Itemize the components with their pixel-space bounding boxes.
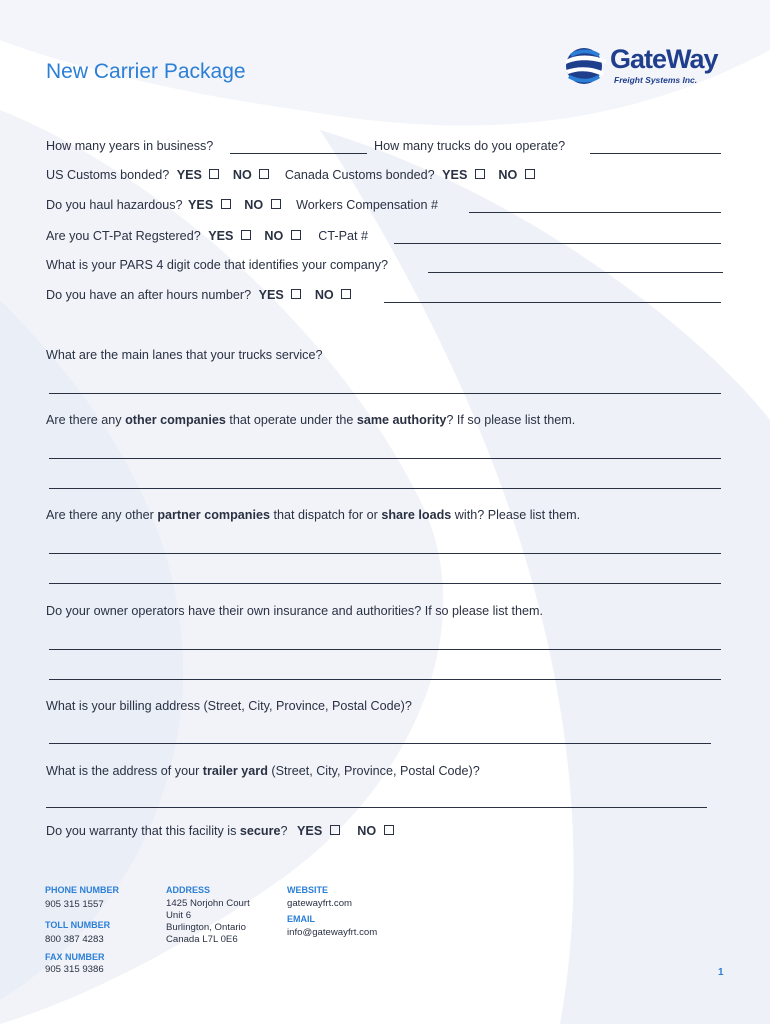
- partner-text: that dispatch for or: [270, 508, 382, 522]
- partner-text: Are there any other: [46, 508, 158, 522]
- secure-emphasis: secure: [239, 824, 281, 838]
- address-line4: Canada L7L 0E6: [166, 934, 238, 945]
- email-link[interactable]: info@gatewayfrt.com: [287, 927, 378, 938]
- us-customs-label: US Customs bonded?: [46, 168, 170, 182]
- toll-number: 800 387 4283: [45, 934, 104, 945]
- no-label: NO: [357, 824, 377, 838]
- logo-tagline: Freight Systems Inc.: [614, 75, 698, 85]
- workers-comp-field[interactable]: [469, 212, 721, 213]
- fax-label: FAX NUMBER: [45, 952, 105, 962]
- years-in-business-field[interactable]: [230, 153, 367, 154]
- other-companies-label: [46, 413, 575, 427]
- other-companies-field-2[interactable]: [49, 488, 721, 489]
- yes-label: YES: [258, 288, 284, 302]
- address-line1: 1425 Norjohn Court: [166, 898, 250, 909]
- yes-label: YES: [188, 198, 214, 212]
- hazardous-no-checkbox[interactable]: [271, 199, 281, 209]
- billing-address-field[interactable]: [49, 743, 711, 744]
- partner-companies-field-1[interactable]: [49, 553, 721, 554]
- owner-operators-label: Do your owner operators have their own insurance and authorities? If so please list them.: [46, 604, 544, 618]
- share-loads-emphasis: share loads: [381, 508, 452, 522]
- after-hours-number-field[interactable]: [384, 302, 721, 303]
- canada-customs-yes-checkbox[interactable]: [475, 169, 485, 179]
- fax-number: 905 315 9386: [45, 964, 104, 975]
- website-label: WEBSITE: [287, 885, 329, 895]
- other-companies-text: ? If so please list them.: [446, 413, 576, 427]
- page-title: New Carrier Package: [46, 60, 246, 83]
- trailer-yard-field[interactable]: [46, 807, 707, 808]
- address-line3: Burlington, Ontario: [166, 922, 246, 933]
- hazardous-row: [46, 198, 438, 212]
- no-label: NO: [498, 168, 518, 182]
- page-number: 1: [718, 967, 724, 978]
- us-customs-yes-checkbox[interactable]: [209, 169, 219, 179]
- yes-label: YES: [176, 168, 202, 182]
- ctpat-no-checkbox[interactable]: [291, 230, 301, 240]
- no-label: NO: [232, 168, 252, 182]
- trailer-text: (Street, City, Province, Postal Code)?: [267, 764, 480, 778]
- email-label: EMAIL: [287, 914, 315, 924]
- owner-operators-field-1[interactable]: [49, 649, 721, 650]
- other-companies-field-1[interactable]: [49, 458, 721, 459]
- other-companies-emphasis: other companies: [125, 413, 226, 427]
- yes-label: YES: [442, 168, 468, 182]
- after-hours-label: Do you have an after hours number?: [46, 288, 252, 302]
- warranty-yes-checkbox[interactable]: [330, 825, 340, 835]
- trailer-yard-emphasis: trailer yard: [202, 764, 268, 778]
- years-in-business-label: How many years in business?: [46, 139, 214, 153]
- address-line2: Unit 6: [166, 910, 192, 921]
- billing-address-label: What is your billing address (Street, City, Province, Postal Code)?: [46, 699, 412, 713]
- yes-label: YES: [208, 229, 234, 243]
- ctpat-number-field[interactable]: [394, 243, 721, 244]
- trailer-yard-label: [46, 764, 480, 778]
- main-lanes-field[interactable]: [49, 393, 721, 394]
- globe-icon: [562, 42, 610, 90]
- warranty-no-checkbox[interactable]: [384, 825, 394, 835]
- no-label: NO: [314, 288, 334, 302]
- logo-wordmark: GateWay: [610, 44, 718, 74]
- after-hours-yes-checkbox[interactable]: [291, 289, 301, 299]
- other-companies-text: that operate under the: [225, 413, 357, 427]
- other-companies-text: Are there any: [46, 413, 126, 427]
- after-hours-row: [46, 288, 353, 302]
- ctpat-number-label: CT-Pat #: [318, 229, 368, 243]
- hazardous-label: Do you haul hazardous?: [46, 198, 183, 212]
- canada-customs-label: Canada Customs bonded?: [284, 168, 435, 182]
- warranty-row: [46, 824, 396, 838]
- trucks-operate-field[interactable]: [590, 153, 721, 154]
- address-label: ADDRESS: [166, 885, 211, 895]
- no-label: NO: [264, 229, 284, 243]
- company-logo: [562, 42, 732, 90]
- warranty-text: ?: [280, 824, 288, 838]
- workers-comp-label: Workers Compensation #: [296, 198, 438, 212]
- us-customs-row: [46, 168, 537, 182]
- partner-companies-field-2[interactable]: [49, 583, 721, 584]
- ctpat-yes-checkbox[interactable]: [241, 230, 251, 240]
- owner-operators-field-2[interactable]: [49, 679, 721, 680]
- after-hours-no-checkbox[interactable]: [341, 289, 351, 299]
- pars-code-field[interactable]: [428, 272, 723, 273]
- hazardous-yes-checkbox[interactable]: [221, 199, 231, 209]
- website-link[interactable]: gatewayfrt.com: [287, 898, 353, 909]
- canada-customs-no-checkbox[interactable]: [525, 169, 535, 179]
- phone-label: PHONE NUMBER: [45, 885, 120, 895]
- main-lanes-label: What are the main lanes that your trucks service?: [46, 348, 323, 362]
- ctpat-row: [46, 229, 368, 243]
- same-authority-emphasis: same authority: [356, 413, 447, 427]
- partner-companies-emphasis: partner companies: [157, 508, 270, 522]
- no-label: NO: [244, 198, 264, 212]
- ctpat-registered-label: Are you CT-Pat Regstered?: [46, 229, 201, 243]
- yes-label: YES: [297, 824, 323, 838]
- partner-companies-label: [46, 508, 580, 522]
- partner-text: with? Please list them.: [451, 508, 581, 522]
- us-customs-no-checkbox[interactable]: [259, 169, 269, 179]
- trailer-text: What is the address of your: [46, 764, 203, 778]
- warranty-text: Do you warranty that this facility is: [46, 824, 240, 838]
- pars-code-label: What is your PARS 4 digit code that identifies your company?: [46, 258, 389, 272]
- toll-label: TOLL NUMBER: [45, 920, 111, 930]
- trucks-operate-label: How many trucks do you operate?: [374, 139, 566, 153]
- phone-number: 905 315 1557: [45, 899, 104, 910]
